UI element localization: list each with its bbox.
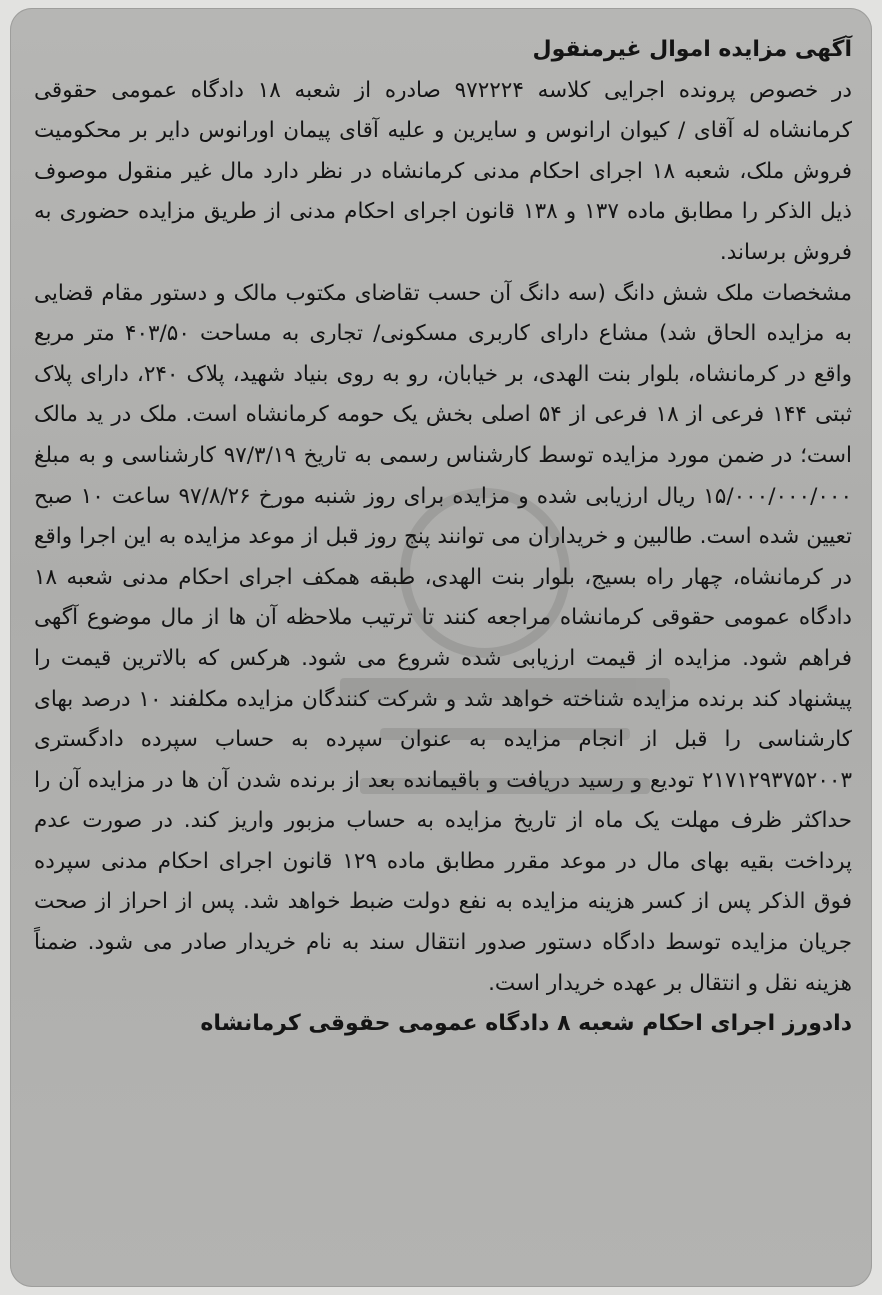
auction-notice xyxy=(34,30,852,1045)
newspaper-clipping xyxy=(10,8,872,1287)
notice-paragraph-property-details: مشخصات ملک شش دانگ (سه دانگ آن حسب تقاضای مکتوب مالک و دستور مقام قضایی به مزایده الحاق شد) مشاع دارای کاربری مسکونی/ تجاری به مساحت ۴۰۳/۵۰ متر مربع واقع در کرمانشاه، بلوار بنت الهدی، بر خیابان، رو به روی بنیاد شهید، پلاک ۲۴۰، دارای پلاک ثبتی ۱۴۴ فرعی از ۱۸ فرعی از ۵۴ اصلی بخش یک حومه کرمانشاه است. ملک در ید مالک است؛ در ضمن مورد مزایده توسط کارشناس رسمی به تاریخ ۹۷/۳/۱۹ کارشناسی و به مبلغ ۱۵/۰۰۰/۰۰۰/۰۰۰ ریال ارزیابی شده و مزایده برای روز شنبه مورخ ۹۷/۸/۲۶ ساعت ۱۰ صبح تعیین شده است. طالبین و خریداران می توانند پنج روز قبل از موعد مزایده به این اجرا واقع در کرمانشاه، چهار راه بسیج، بلوار بنت الهدی، طبقه همکف اجرای احکام مدنی شعبه ۱۸ دادگاه عمومی حقوقی کرمانشاه مراجعه کنند تا ترتیب ملاحظه آن ها از مال موضوع آگهی فراهم شود. مزایده از قیمت ارزیابی شده شروع می شود. هرکس که بالاترین قیمت را پیشنهاد کند برنده مزایده شناخته خواهد شد و شرکت کنندگان مزایده مکلفند ۱۰ درصد بهای کارشناسی را قبل از انجام مزایده به عنوان سپرده به حساب سپرده دادگستری ۲۱۷۱۲۹۳۷۵۲۰۰۳ تودیع و رسید دریافت و باقیمانده بعد از برنده شدن آن ها در مزایده آن را حداکثر ظرف مهلت یک ماه از تاریخ مزایده به حساب مزبور واریز کند. در صورت عدم پرداخت بقیه بهای مال در موعد مقرر مطابق ماده ۱۲۹ قانون اجرای احکام مدنی سپرده فوق الذکر پس از کسر هزینه مزایده به نفع دولت ضبط خواهد شد. پس از احراز از صحت جریان مزایده توسط دادگاه دستور صدور انتقال سند به نام خریدار صادر می شود. ضمناً هزینه نقل و انتقال بر عهده خریدار است. xyxy=(34,280,853,996)
notice-title: آگهی مزایده اموال غیرمنقول xyxy=(532,37,852,62)
notice-paragraph-case: در خصوص پرونده اجرایی کلاسه ۹۷۲۲۲۴ صادره از شعبه ۱۸ دادگاه عمومی حقوقی کرمانشاه له آقای / کیوان ارانوس و سایرین و علیه آقای پیمان اورانوس دایر بر محکومیت فروش ملک، شعبه ۱۸ اجرای احکام مدنی کرمانشاه در نظر دارد مال غیر منقول موصوف ذیل الذکر را مطابق ماده ۱۳۷ و ۱۳۸ قانون اجرای احکام مدنی از طریق مزایده حضوری به فروش برساند. xyxy=(34,77,852,265)
notice-signature: دادورز اجرای احکام شعبه ۸ دادگاه عمومی حقوقی کرمانشاه xyxy=(200,1011,852,1037)
